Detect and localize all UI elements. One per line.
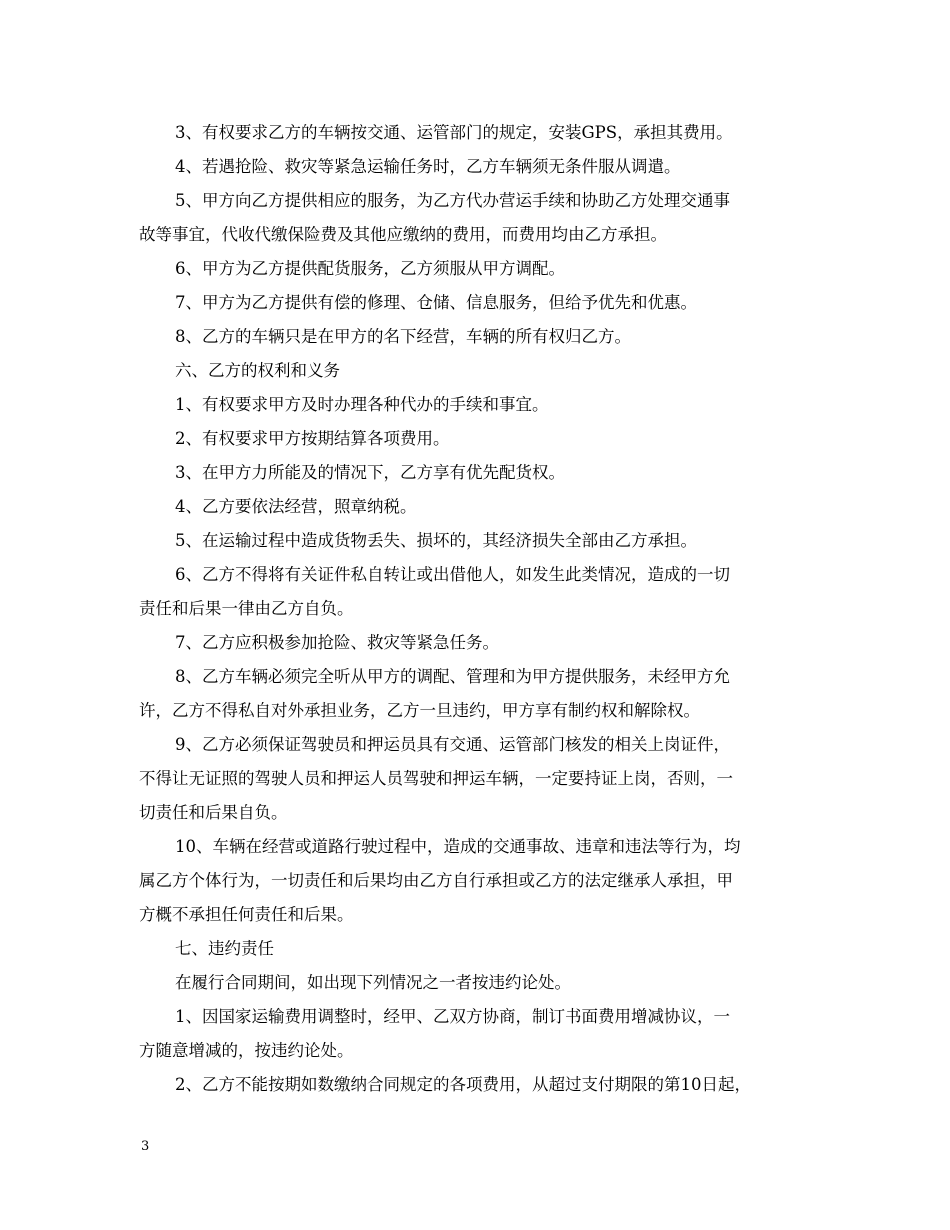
text-line: 方概不承担任何责任和后果。 bbox=[139, 905, 354, 924]
text-line: 1、因国家运输费用调整时，经甲、乙双方协商，制订书面费用增减协议，一 bbox=[175, 1007, 730, 1026]
text-line: 2、乙方不能按期如数缴纳合同规定的各项费用，从超过支付期限的第10日起， bbox=[175, 1075, 751, 1094]
text-line: 许，乙方不得私自对外承担业务，乙方一旦违约，甲方享有制约权和解除权。 bbox=[139, 701, 700, 720]
text-line: 5、在运输过程中造成货物丢失、损坏的，其经济损失全部由乙方承担。 bbox=[175, 531, 697, 550]
text-line: 责任和后果一律由乙方自负。 bbox=[139, 599, 354, 618]
text-line: 七、违约责任 bbox=[175, 939, 274, 958]
text-line: 6、甲方为乙方提供配货服务，乙方须服从甲方调配。 bbox=[175, 259, 565, 278]
text-line: 7、乙方应积极参加抢险、救灾等紧急任务。 bbox=[175, 633, 499, 652]
text-line: 5、甲方向乙方提供相应的服务，为乙方代办营运手续和协助乙方处理交通事 bbox=[175, 191, 730, 210]
text-line: 4、若遇抢险、救灾等紧急运输任务时，乙方车辆须无条件服从调遣。 bbox=[175, 157, 681, 176]
text-line: 8、乙方的车辆只是在甲方的名下经营，车辆的所有权归乙方。 bbox=[175, 327, 631, 346]
text-line: 2、有权要求甲方按期结算各项费用。 bbox=[175, 429, 450, 448]
text-line: 在履行合同期间，如出现下列情况之一者按违约论处。 bbox=[175, 973, 571, 992]
text-line: 4、乙方要依法经营，照章纳税。 bbox=[175, 497, 417, 516]
text-line: 9、乙方必须保证驾驶员和押运员具有交通、运管部门核发的相关上岗证件， bbox=[175, 735, 730, 754]
text-line: 10、车辆在经营或道路行驶过程中，造成的交通事故、违章和违法等行为，均 bbox=[175, 837, 741, 856]
text-line: 属乙方个体行为，一切责任和后果均由乙方自行承担或乙方的法定继承人承担，甲 bbox=[139, 871, 733, 890]
page-number: 3 bbox=[141, 1139, 150, 1154]
text-line: 3、有权要求乙方的车辆按交通、运管部门的规定，安装GPS，承担其费用。 bbox=[175, 123, 733, 142]
text-line: 3、在甲方力所能及的情况下，乙方享有优先配货权。 bbox=[175, 463, 565, 482]
text-line: 8、乙方车辆必须完全听从甲方的调配、管理和为甲方提供服务，未经甲方允 bbox=[175, 667, 730, 686]
text-line: 六、乙方的权利和义务 bbox=[175, 361, 340, 380]
text-line: 切责任和后果自负。 bbox=[139, 803, 288, 822]
text-line: 方随意增减的，按违约论处。 bbox=[139, 1041, 354, 1060]
text-line: 6、乙方不得将有关证件私自转让或出借他人，如发生此类情况，造成的一切 bbox=[175, 565, 730, 584]
text-line: 故等事宜，代收代缴保险费及其他应缴纳的费用，而费用均由乙方承担。 bbox=[139, 225, 667, 244]
document-body bbox=[139, 116, 824, 1102]
text-line: 1、有权要求甲方及时办理各种代办的手续和事宜。 bbox=[175, 395, 549, 414]
text-line: 7、甲方为乙方提供有偿的修理、仓储、信息服务，但给予优先和优惠。 bbox=[175, 293, 697, 312]
text-line: 不得让无证照的驾驶人员和押运人员驾驶和押运车辆，一定要持证上岗，否则，一 bbox=[139, 769, 733, 788]
